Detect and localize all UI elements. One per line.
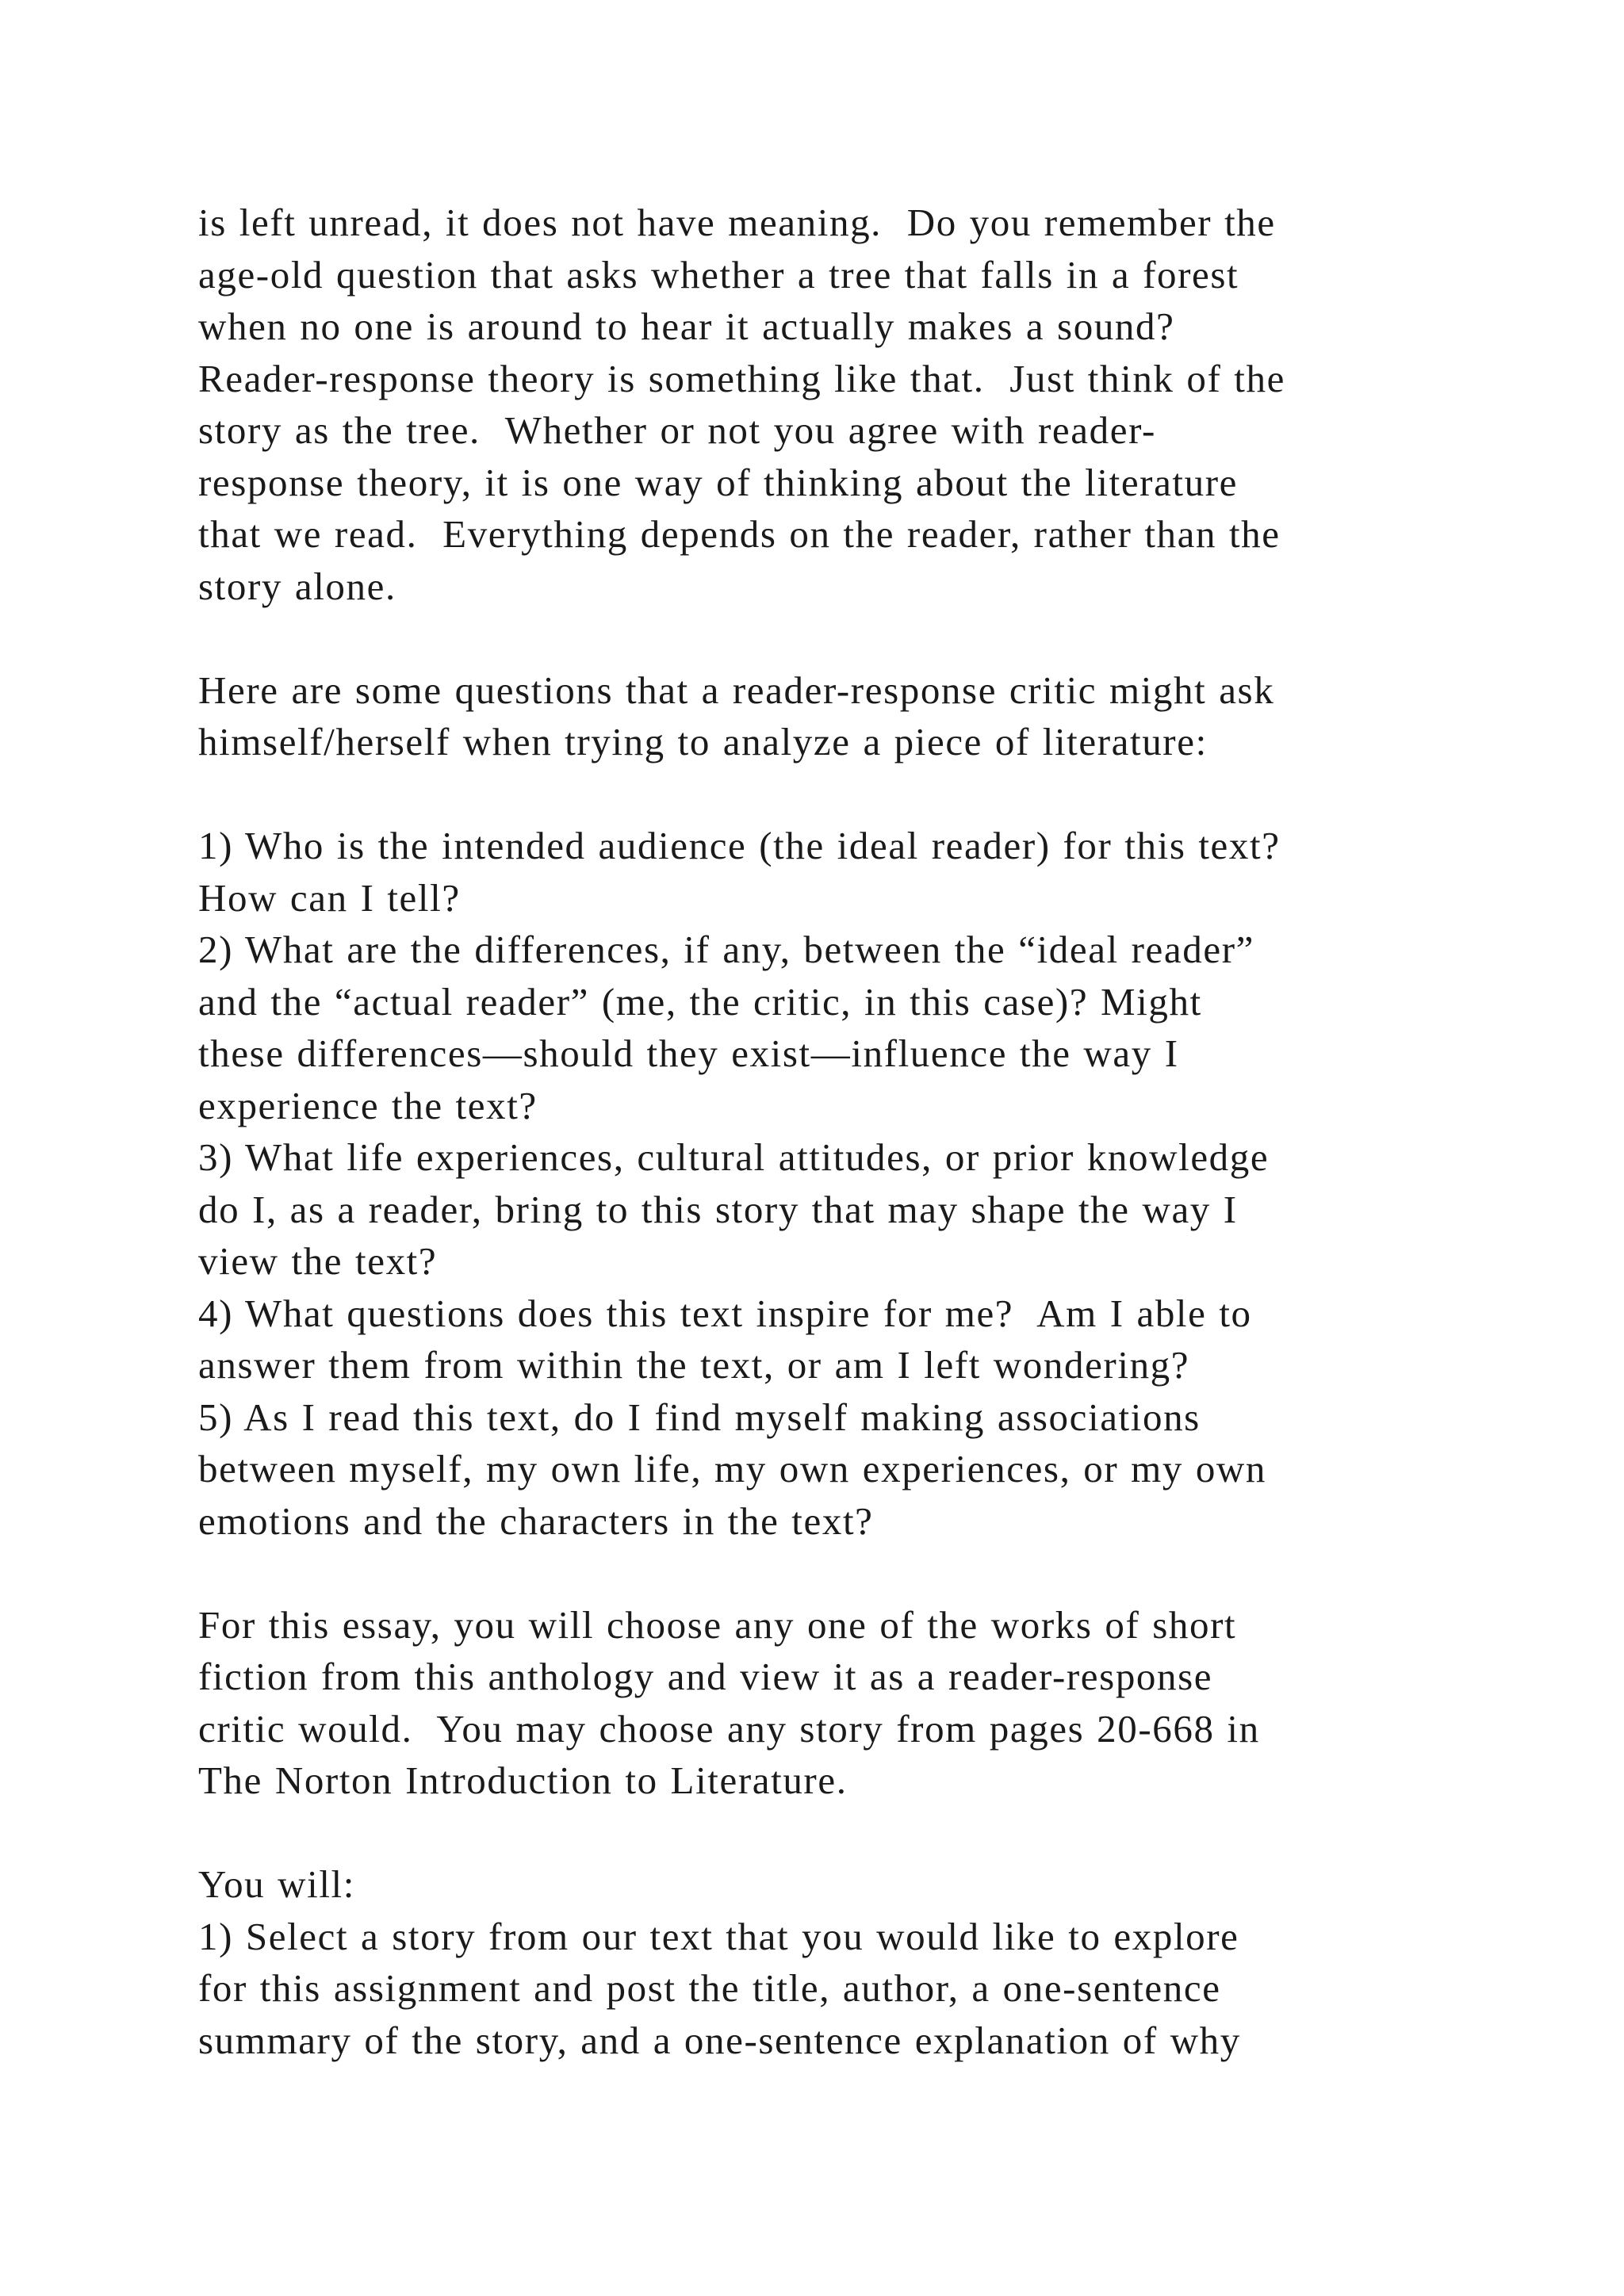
text-line: response theory, it is one way of thinking about the literature [198, 460, 1239, 504]
list-item: 1) Select a story from our text that you would like to explore [198, 1914, 1239, 1958]
list-item: experience the text? [198, 1083, 538, 1127]
list-item: do I, as a reader, bring to this story that may shape the way I [198, 1187, 1238, 1231]
paragraph-questions-intro [198, 664, 1467, 768]
text-line: You will: [198, 1862, 355, 1906]
text-line: Reader-response theory is something like that. Just think of the [198, 356, 1285, 400]
paragraph-essay [198, 1599, 1467, 1807]
question-list [198, 820, 1467, 1547]
text-line: critic would. You may choose any story from pages 20-668 in [198, 1706, 1260, 1751]
text-line: The Norton Introduction to Literature. [198, 1758, 848, 1802]
text-line: Here are some questions that a reader-response critic might ask [198, 668, 1275, 712]
list-item: emotions and the characters in the text? [198, 1498, 874, 1543]
list-item: answer them from within the text, or am I left wondering? [198, 1343, 1190, 1387]
list-item: and the “actual reader” (me, the critic, in this case)? Might [198, 979, 1202, 1024]
list-item: 2) What are the differences, if any, between the “ideal reader” [198, 928, 1254, 971]
text-line: is left unread, it does not have meaning. Do you remember the [198, 201, 1276, 244]
list-item: between myself, my own life, my own experiences, or my own [198, 1447, 1267, 1490]
text-line: when no one is around to hear it actually makes a sound? [198, 304, 1175, 348]
text-line: For this essay, you will choose any one of the works of short [198, 1602, 1237, 1647]
paragraph-gap [198, 1547, 1467, 1599]
text-line: age-old question that asks whether a tree that falls in a forest [198, 252, 1239, 297]
paragraph-gap [198, 768, 1467, 821]
list-item: view the text? [198, 1239, 438, 1283]
text-line: himself/herself when trying to analyze a piece of literature: [198, 720, 1208, 763]
list-item: 5) As I read this text, do I find myself making associations [198, 1395, 1201, 1439]
list-item: 1) Who is the intended audience (the ideal reader) for this text? [198, 824, 1281, 867]
document-body [198, 197, 1467, 2066]
paragraph-tasks [198, 1858, 1467, 2066]
text-line: story as the tree. Whether or not you agree with reader- [198, 408, 1156, 452]
text-line: that we read. Everything depends on the reader, rather than the [198, 512, 1281, 556]
paragraph-gap [198, 1807, 1467, 1859]
paragraph-gap [198, 612, 1467, 664]
list-item: 3) What life experiences, cultural attitudes, or prior knowledge [198, 1135, 1270, 1179]
list-item: for this assignment and post the title, author, a one-sentence [198, 1966, 1221, 2010]
list-item: 4) What questions does this text inspire for me? Am I able to [198, 1291, 1252, 1335]
list-item: these differences—should they exist—influence the way I [198, 1031, 1179, 1075]
text-line: fiction from this anthology and view it as a reader-response [198, 1655, 1213, 1698]
list-item: summary of the story, and a one-sentence explanation of why [198, 2018, 1241, 2062]
text-line: story alone. [198, 564, 396, 608]
list-item: How can I tell? [198, 875, 461, 920]
paragraph-intro [198, 197, 1467, 612]
